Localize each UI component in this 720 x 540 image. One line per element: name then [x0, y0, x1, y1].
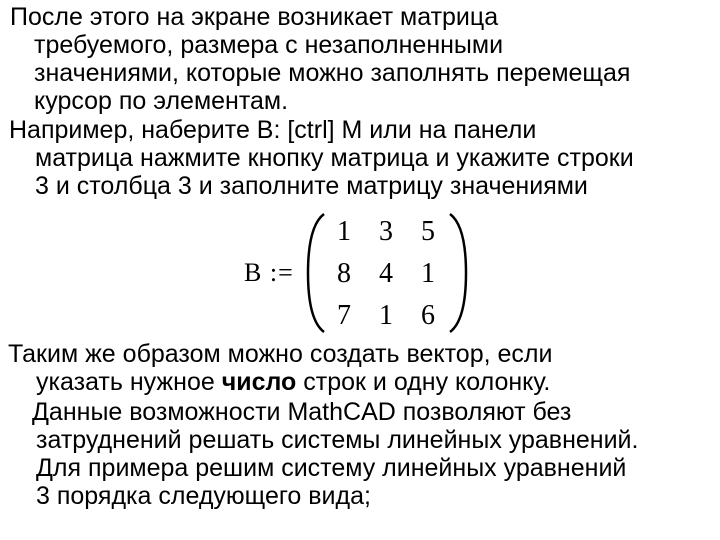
- left-paren: [308, 214, 324, 332]
- text-line: требуемого, размера с незаполненными: [34, 31, 504, 59]
- matrix-cell: 5: [421, 216, 435, 247]
- paragraph-example-instructions: [9, 116, 720, 200]
- matrix-cell: 7: [337, 300, 351, 331]
- text-fragment: строк и одну колонку.: [296, 368, 551, 396]
- bold-word: число: [221, 368, 297, 396]
- matrix-assignment-label: B :=: [244, 258, 294, 287]
- text-line: курсор по элементам.: [34, 87, 289, 115]
- text-line: затруднений решать системы линейных уравнений.: [36, 426, 639, 454]
- text-line: Данные возможности MathCAD позволяют без: [32, 398, 572, 426]
- text-line: [8, 368, 720, 396]
- text-line: 3 и столбца 3 и заполните матрицу значениями: [35, 172, 588, 200]
- matrix-figure: [238, 208, 468, 338]
- matrix-cell: 6: [421, 300, 435, 331]
- text-line: матрица нажмите кнопку матрица и укажите строки: [35, 144, 634, 172]
- paragraph-vector: [8, 340, 720, 396]
- matrix-cell: 8: [337, 258, 351, 289]
- text-line: 3 порядка следующего вида;: [36, 482, 371, 510]
- text-line: Таким же образом можно создать вектор, если: [8, 340, 553, 368]
- text-line: Например, наберите B: [ctrl] M или на панели: [9, 116, 537, 144]
- text-line: После этого на экране возникает матрица: [10, 3, 499, 31]
- matrix-cell: 1: [421, 258, 435, 289]
- matrix-expression: [238, 208, 468, 338]
- matrix-cell: 3: [379, 216, 393, 247]
- right-paren: [450, 214, 466, 332]
- matrix-cell: 1: [379, 300, 393, 331]
- paragraph-matrix-appears: [10, 3, 720, 115]
- matrix-cell: 4: [379, 258, 393, 289]
- matrix-cell: 1: [337, 216, 351, 247]
- paragraph-mathcad-capabilities: [8, 398, 720, 510]
- text-line: значениями, которые можно заполнять перемещая: [34, 59, 631, 87]
- text-fragment: указать нужное: [36, 368, 222, 396]
- text-line: Для примера решим систему линейных уравнений: [36, 454, 627, 482]
